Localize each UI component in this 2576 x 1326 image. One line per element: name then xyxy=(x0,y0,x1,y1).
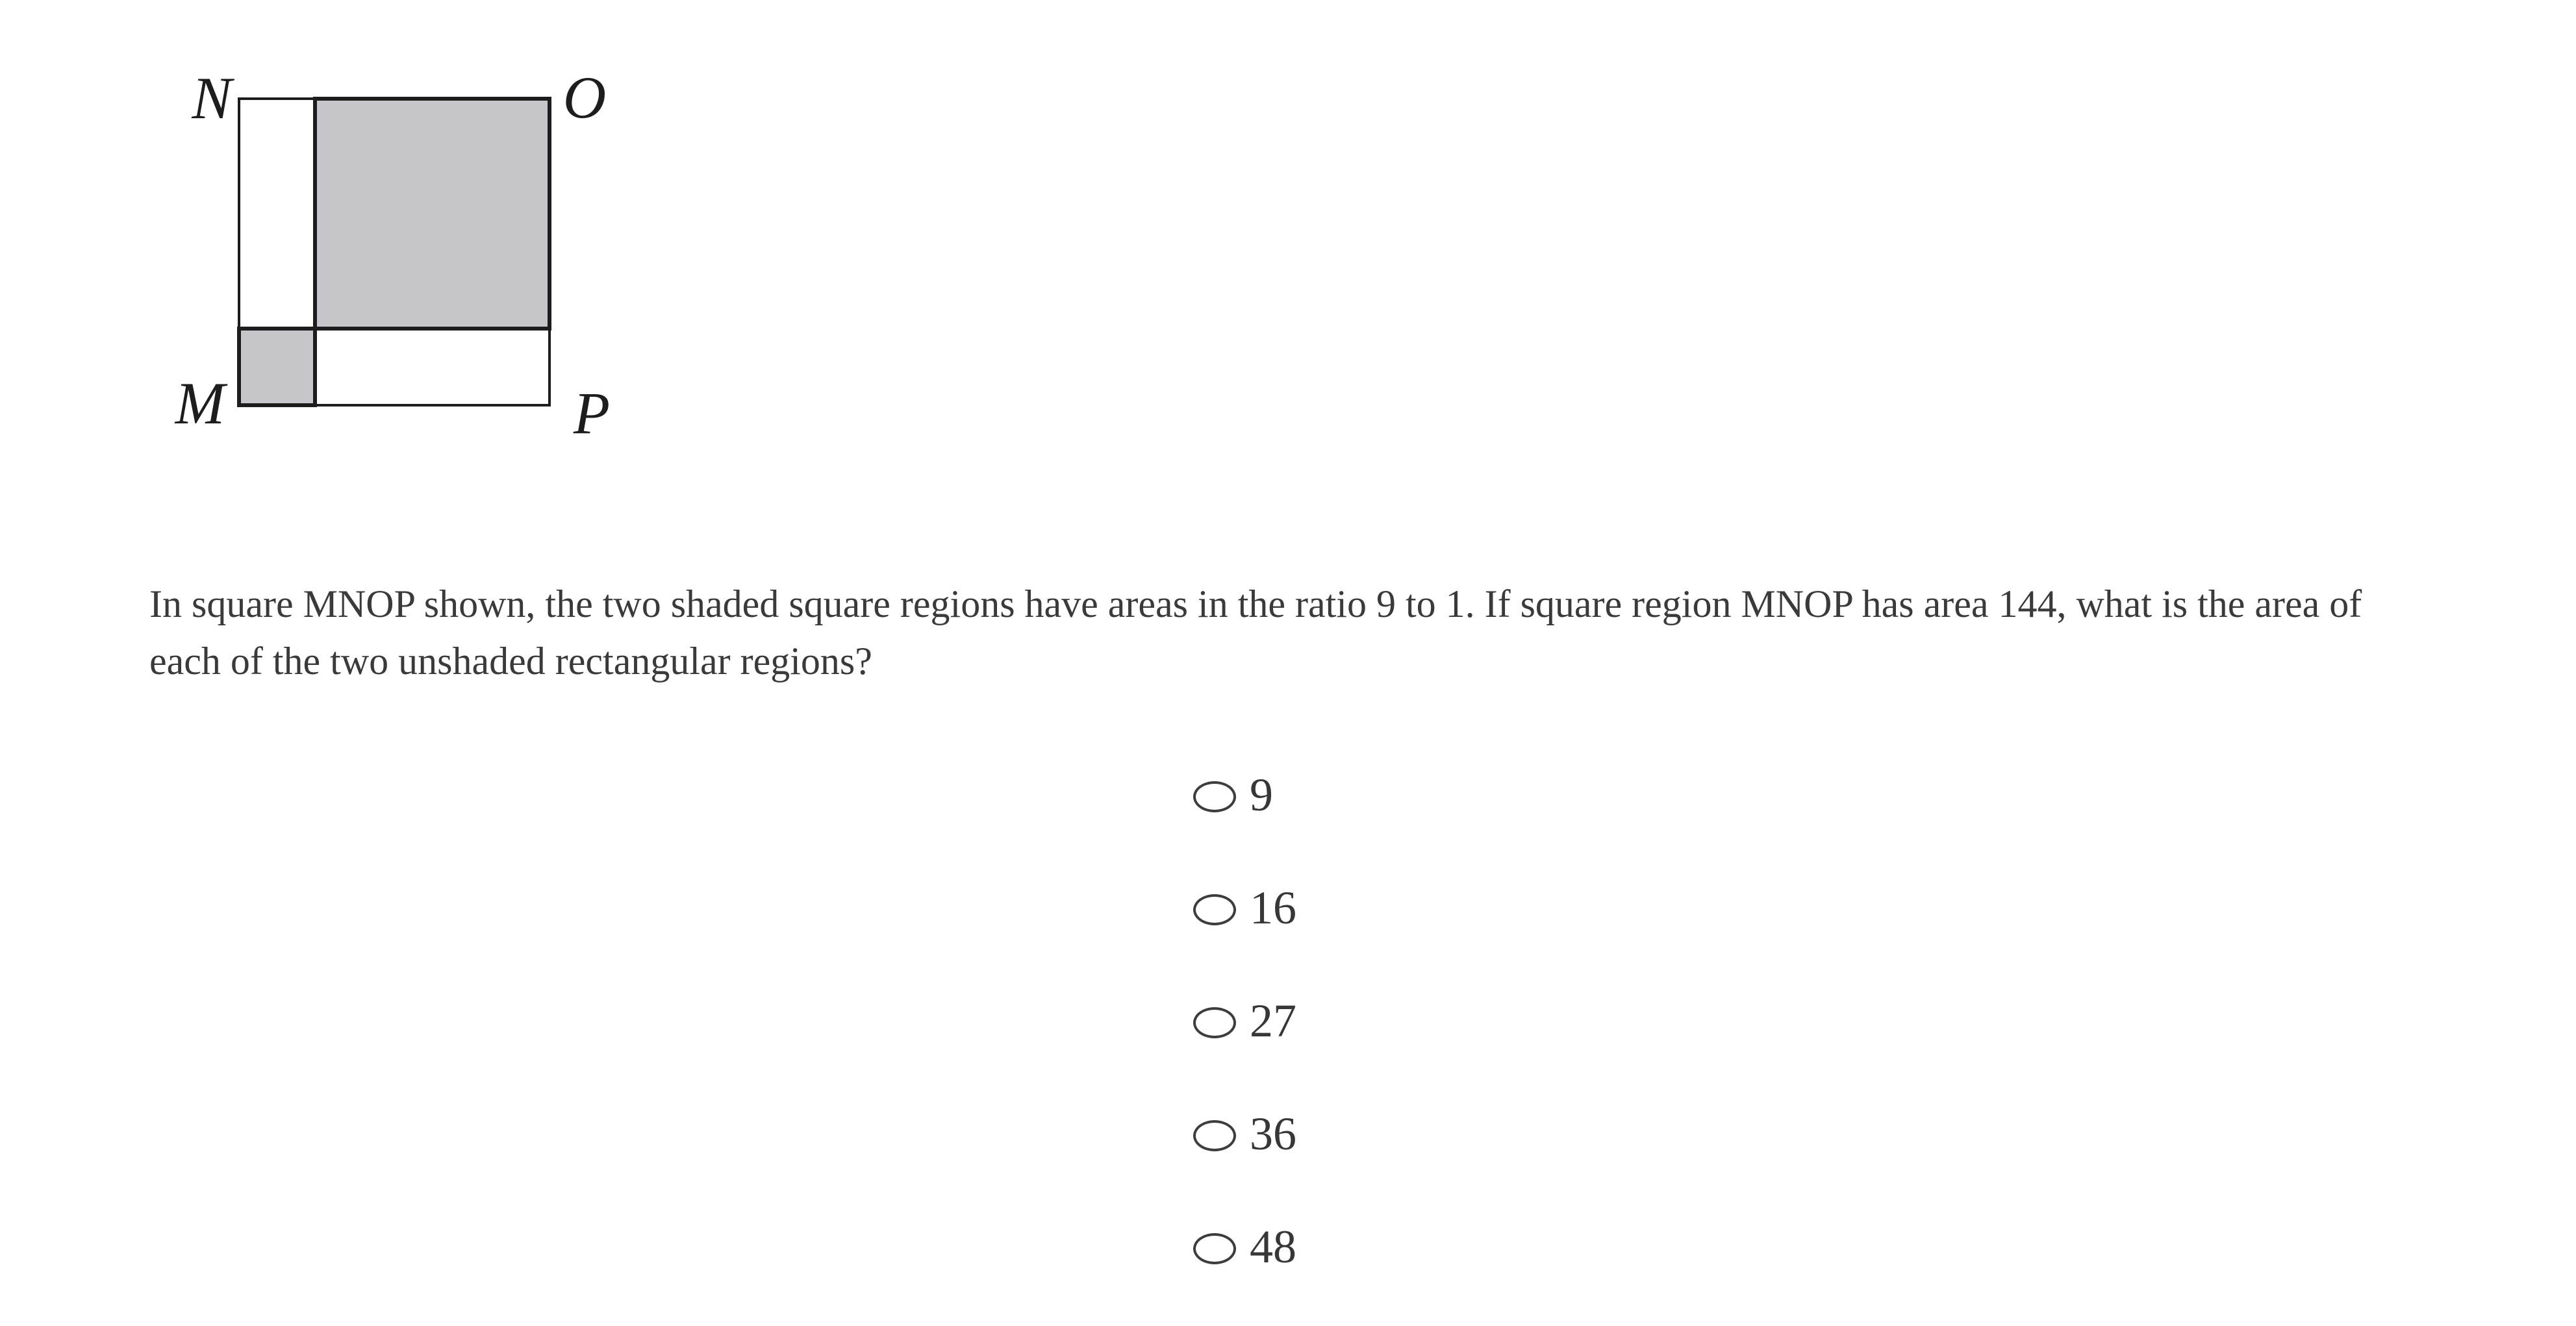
vertex-label-m: M xyxy=(175,370,225,436)
answer-options xyxy=(1193,764,1296,1281)
vertex-label-p: P xyxy=(573,380,611,446)
radio-oval-icon[interactable] xyxy=(1193,1233,1236,1264)
question-text: In square MNOP shown, the two shaded square regions have areas in the ratio 9 to 1. If square region MNOP has area 144, what is the area of each of the two unshaded rectangular regions? xyxy=(149,582,2362,682)
shaded-large-square-region xyxy=(315,99,549,329)
vertex-label-n: N xyxy=(192,65,232,131)
answer-option-label: 9 xyxy=(1250,769,1273,821)
answer-option-3[interactable] xyxy=(1193,990,1296,1055)
answer-option-1[interactable] xyxy=(1193,764,1296,829)
answer-option-4[interactable] xyxy=(1193,1103,1296,1168)
answer-option-label: 16 xyxy=(1250,882,1296,934)
answer-option-2[interactable] xyxy=(1193,877,1296,942)
answer-option-label: 36 xyxy=(1250,1108,1296,1160)
mnop-square-svg xyxy=(162,52,656,468)
answer-option-label: 27 xyxy=(1250,995,1296,1047)
radio-oval-icon[interactable] xyxy=(1193,894,1236,925)
radio-oval-icon[interactable] xyxy=(1193,1120,1236,1151)
answer-option-5[interactable] xyxy=(1193,1216,1296,1281)
vertex-label-o: O xyxy=(562,64,607,131)
shaded-small-square-region xyxy=(239,329,315,405)
answer-option-label: 48 xyxy=(1250,1221,1296,1273)
radio-oval-icon[interactable] xyxy=(1193,1007,1236,1038)
radio-oval-icon[interactable] xyxy=(1193,781,1236,812)
mnop-square-figure xyxy=(162,52,656,468)
